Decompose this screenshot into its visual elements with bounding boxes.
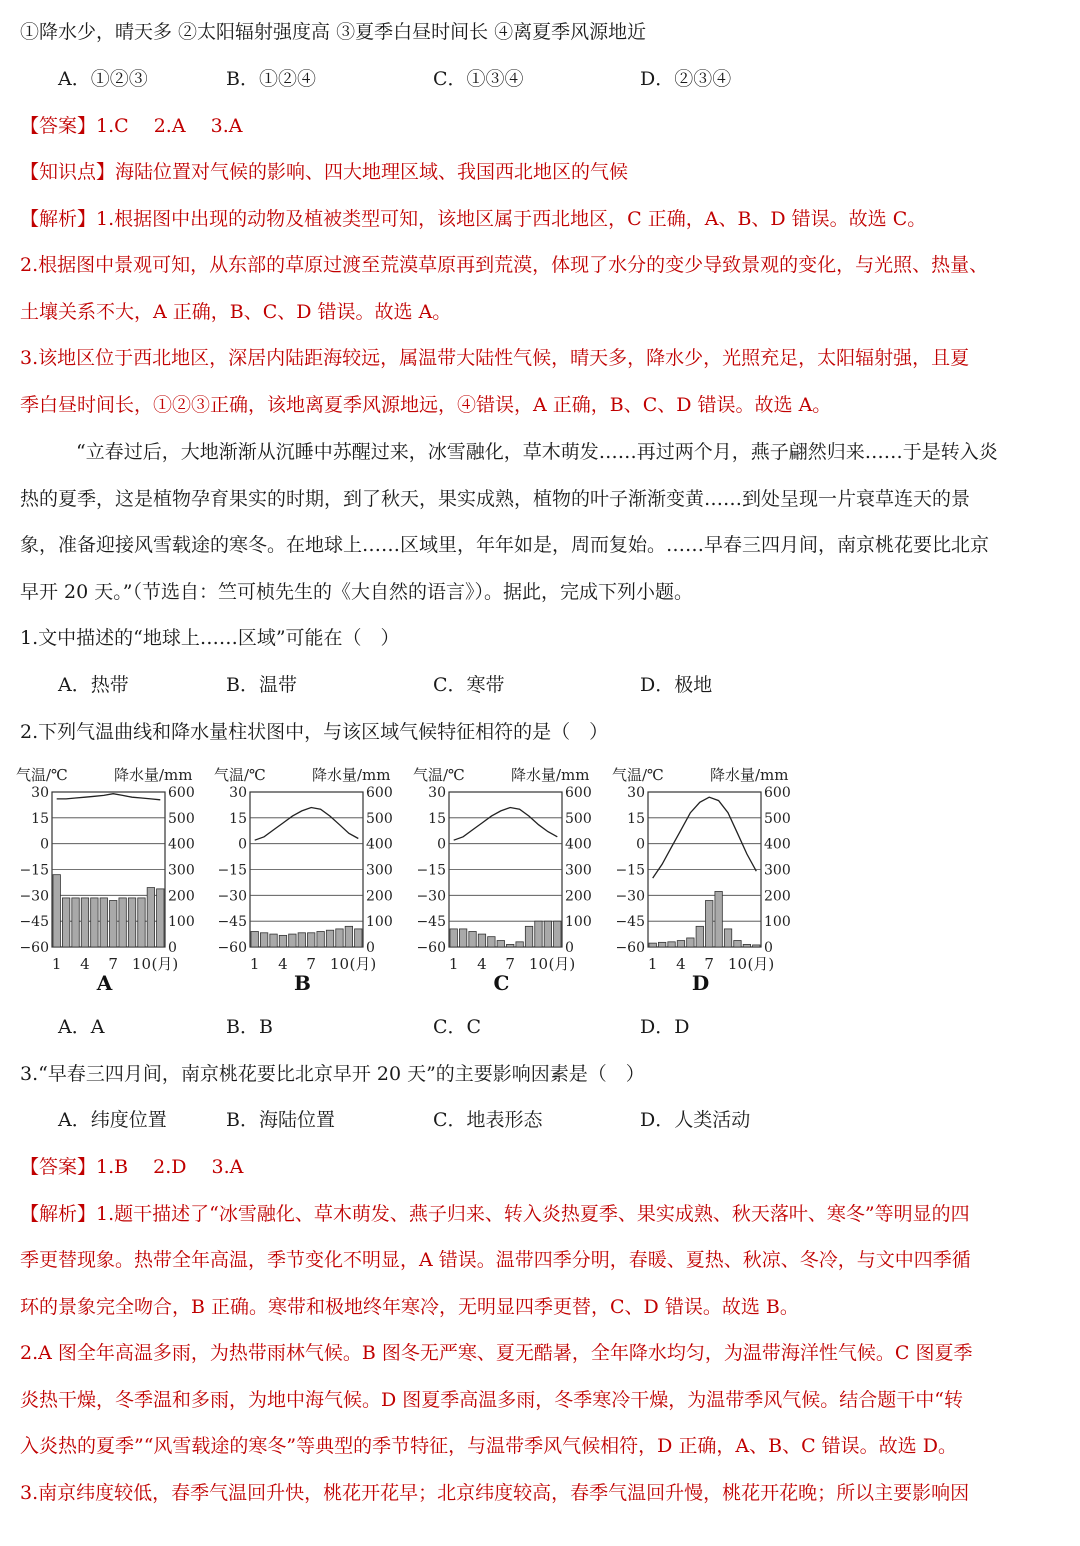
precip-bar <box>450 929 457 947</box>
precip-tick-label: 200 <box>764 888 791 905</box>
temp-tick-label: 0 <box>636 836 645 853</box>
precip-bar <box>251 932 258 948</box>
precip-tick-label: 500 <box>168 810 195 827</box>
temp-tick-label: 15 <box>627 810 645 827</box>
x-tick-label: 7 <box>704 955 714 973</box>
chart-C <box>413 766 592 995</box>
precip-bar <box>734 941 741 947</box>
x-tick-label: 4 <box>80 955 90 973</box>
temp-axis-label: 气温/℃ <box>214 766 266 784</box>
precip-bar <box>270 934 277 947</box>
analysis-text: 1.根据图中出现的动物及植被类型可知，该地区属于西北地区，C 正确，A、B、D 错误。故选 C。 <box>96 208 927 230</box>
precip-bar <box>326 930 333 947</box>
precip-bar <box>279 935 286 947</box>
precip-bar <box>525 926 532 947</box>
precip-tick-label: 400 <box>764 836 791 853</box>
analysis-2-line-4: 2.A 图全年高温多雨，为热带雨林气候。B 图冬无严寒、夏无酷暑，全年降水均匀，为温带海洋性气候。C 图夏季 <box>20 1342 973 1364</box>
temp-tick-label: −15 <box>416 862 446 879</box>
temp-axis-label: 气温/℃ <box>16 766 68 784</box>
temp-tick-label: 15 <box>428 810 446 827</box>
q1-option-c[interactable]: C．寒带 <box>433 674 505 696</box>
precip-tick-label: 0 <box>366 940 375 956</box>
precip-tick-label: 0 <box>764 940 773 956</box>
analysis-2-line-3: 环的景象完全吻合，B 正确。寒带和极地终年寒冷，无明显四季更替，C、D 错误。故选 B。 <box>20 1296 799 1318</box>
precip-bar <box>53 875 60 947</box>
question-3-stem: 3.“早春三四月间，南京桃花要比北京早开 20 天”的主要影响因素是（ ） <box>20 1063 645 1085</box>
precip-bar <box>157 889 164 947</box>
x-tick-label: 4 <box>278 955 288 973</box>
precip-axis-label: 降水量/mm <box>114 766 193 784</box>
temp-tick-label: 0 <box>238 836 247 853</box>
precip-axis-label: 降水量/mm <box>511 766 590 784</box>
precip-bar <box>497 941 504 947</box>
precip-tick-label: 300 <box>764 862 791 879</box>
temperature-line <box>57 794 161 800</box>
chart-A <box>16 766 195 995</box>
x-tick-label: 4 <box>477 955 487 973</box>
chart-D <box>612 766 791 995</box>
passage-line-1: “立春过后，大地渐渐从沉睡中苏醒过来，冰雪融化，草木萌发……再过两个月，燕子翩然归来……于是转入炎 <box>76 441 998 463</box>
analysis-tag: 【解析】 <box>20 208 97 230</box>
precip-bar <box>706 901 713 948</box>
q2-option-d[interactable]: D．D <box>640 1016 690 1038</box>
x-unit-label: (月) <box>548 955 576 973</box>
precip-tick-label: 200 <box>168 888 195 905</box>
question-2-stem: 2.下列气温曲线和降水量柱状图中，与该区域气候特征相符的是（ ） <box>20 721 609 743</box>
precip-bar <box>128 898 135 947</box>
x-tick-label: 1 <box>51 955 62 973</box>
q1-option-d[interactable]: D．极地 <box>640 674 713 696</box>
precip-tick-label: 600 <box>565 785 592 801</box>
temp-tick-label: 30 <box>627 785 645 801</box>
x-tick-label: 1 <box>647 955 658 973</box>
temp-tick-label: −30 <box>615 888 645 905</box>
answer-tag: 【答案】 <box>20 1156 97 1178</box>
precip-tick-label: 600 <box>366 785 393 801</box>
x-tick-label: 10 <box>131 955 152 973</box>
temp-tick-label: −45 <box>217 914 247 931</box>
precip-bar <box>289 934 296 947</box>
analysis-2-line-6: 入炎热的夏季”“风雪载途的寒冬”等典型的季节特征，与温带季风气候相符，D 正确，A、B、C 错误。故选 D。 <box>20 1435 957 1457</box>
precip-tick-label: 500 <box>764 810 791 827</box>
precip-bar <box>554 921 561 947</box>
q2-option-a[interactable]: A．A <box>58 1016 105 1038</box>
precip-bar <box>649 943 656 947</box>
precip-bar <box>488 937 495 947</box>
temp-tick-label: −15 <box>19 862 49 879</box>
x-tick-label: 1 <box>448 955 459 973</box>
precip-bar <box>147 888 154 947</box>
temp-tick-label: 30 <box>428 785 446 801</box>
temp-tick-label: −30 <box>19 888 49 905</box>
precip-tick-label: 600 <box>764 785 791 801</box>
precip-bar <box>544 921 551 947</box>
temp-tick-label: −15 <box>217 862 247 879</box>
temp-tick-label: 15 <box>31 810 49 827</box>
precip-bar <box>696 926 703 947</box>
x-tick-label: 10 <box>528 955 549 973</box>
precip-bar <box>62 898 69 947</box>
climate-charts-svg <box>14 760 804 1000</box>
chart-title: B <box>294 971 311 995</box>
temp-axis-label: 气温/℃ <box>612 766 664 784</box>
question-1-stem: 1.文中描述的“地球上……区域”可能在（ ） <box>20 627 400 649</box>
precip-tick-label: 500 <box>366 810 393 827</box>
prev-stem-line: ①降水少，晴天多 ②太阳辐射强度高 ③夏季白昼时间长 ④离夏季风源地近 <box>20 21 647 43</box>
prev-analysis-line-4: 3.该地区位于西北地区，深居内陆距海较远，属温带大陆性气候，晴天多，降水少，光照充足，太阳辐射强，且夏 <box>20 347 970 369</box>
prev-option-c[interactable]: C．①③④ <box>433 68 524 90</box>
q3-option-c[interactable]: C．地表形态 <box>433 1109 543 1131</box>
precip-bar <box>355 929 362 947</box>
precip-bar <box>668 942 675 947</box>
prev-knowledge <box>20 157 1062 187</box>
q2-option-b[interactable]: B．B <box>226 1016 273 1038</box>
q1-option-a[interactable]: A．热带 <box>58 674 129 696</box>
x-tick-label: 10 <box>727 955 748 973</box>
temp-tick-label: −60 <box>19 940 49 956</box>
knowledge-text: 海陆位置对气候的影响、四大地理区域、我国西北地区的气候 <box>115 161 629 183</box>
temp-tick-label: 0 <box>40 836 49 853</box>
x-tick-label: 7 <box>306 955 316 973</box>
precip-tick-label: 100 <box>565 914 592 931</box>
precip-axis-label: 降水量/mm <box>710 766 789 784</box>
prev-analysis-line-5: 季白昼时间长，①②③正确，该地离夏季风源地远，④错误，A 正确，B、C、D 错误。故选 A。 <box>20 394 832 416</box>
precip-tick-label: 200 <box>366 888 393 905</box>
precip-bar <box>336 929 343 947</box>
temp-tick-label: −45 <box>615 914 645 931</box>
precip-bar <box>119 898 126 947</box>
analysis-2-line-2: 季更替现象。热带全年高温，季节变化不明显，A 错误。温带四季分明，春暖、夏热、秋凉、冬冷，与文中四季循 <box>20 1249 971 1271</box>
precip-bar <box>478 934 485 947</box>
temp-tick-label: −45 <box>416 914 446 931</box>
chart-title: C <box>493 971 510 995</box>
precip-tick-label: 0 <box>565 940 574 956</box>
analysis-tag: 【解析】 <box>20 1203 97 1225</box>
temp-tick-label: 30 <box>31 785 49 801</box>
precip-bar <box>72 898 79 947</box>
temp-tick-label: 30 <box>229 785 247 801</box>
x-tick-label: 7 <box>505 955 515 973</box>
precip-tick-label: 0 <box>168 940 177 956</box>
precip-bar <box>91 898 98 947</box>
temp-tick-label: 15 <box>229 810 247 827</box>
precip-bar <box>724 929 731 947</box>
prev-answer <box>20 111 1062 141</box>
chart-title: D <box>691 971 710 995</box>
answer-text: 1.C 2.A 3.A <box>96 115 243 137</box>
precip-tick-label: 300 <box>366 862 393 879</box>
x-unit-label: (月) <box>349 955 377 973</box>
temp-tick-label: −30 <box>416 888 446 905</box>
temperature-line <box>454 808 558 841</box>
x-tick-label: 7 <box>108 955 118 973</box>
precip-tick-label: 100 <box>168 914 195 931</box>
precip-bar <box>345 926 352 947</box>
precip-bar <box>753 945 760 947</box>
precip-bar <box>743 944 750 947</box>
answer-tag: 【答案】 <box>20 115 97 137</box>
temperature-line <box>653 797 757 878</box>
x-unit-label: (月) <box>747 955 775 973</box>
precip-bar <box>677 941 684 947</box>
x-unit-label: (月) <box>151 955 179 973</box>
precip-bar <box>516 942 523 947</box>
precip-bar <box>687 938 694 947</box>
precip-bar <box>308 933 315 947</box>
precip-bar <box>81 898 88 947</box>
knowledge-tag: 【知识点】 <box>20 161 116 183</box>
precip-tick-label: 300 <box>565 862 592 879</box>
answer-2 <box>20 1152 1062 1182</box>
q1-option-b[interactable]: B．温带 <box>226 674 297 696</box>
chart-B <box>214 766 393 995</box>
analysis-2-line-7: 3.南京纬度较低，春季气温回升快，桃花开花早；北京纬度较高，春季气温回升慢，桃花开花晚；所以主要影响因 <box>20 1482 970 1504</box>
temp-tick-label: −45 <box>19 914 49 931</box>
temp-tick-label: −15 <box>615 862 645 879</box>
analysis-2-line-5: 炎热干燥，冬季温和多雨，为地中海气候。D 图夏季高温多雨，冬季寒冷干燥，为温带季风气候。结合题干中“转 <box>20 1389 963 1411</box>
precip-tick-label: 500 <box>565 810 592 827</box>
q3-option-a[interactable]: A．纬度位置 <box>58 1109 167 1131</box>
temp-tick-label: −30 <box>217 888 247 905</box>
precip-tick-label: 100 <box>366 914 393 931</box>
passage-line-4: 早开 20 天。”（节选自：竺可桢先生的《大自然的语言》）。据此，完成下列小题。 <box>20 581 693 603</box>
q3-option-d[interactable]: D．人类活动 <box>640 1109 751 1131</box>
analysis-2-line-1 <box>20 1199 1062 1229</box>
precip-tick-label: 400 <box>366 836 393 853</box>
prev-analysis-line-3: 土壤关系不大，A 正确，B、C、D 错误。故选 A。 <box>20 301 452 323</box>
precip-tick-label: 400 <box>168 836 195 853</box>
temp-tick-label: −60 <box>416 940 446 956</box>
precip-bar <box>507 944 514 947</box>
prev-analysis-line-1 <box>20 204 1062 234</box>
precip-bar <box>100 898 107 947</box>
precip-bar <box>138 898 145 947</box>
x-tick-label: 10 <box>329 955 350 973</box>
precip-tick-label: 400 <box>565 836 592 853</box>
x-tick-label: 4 <box>676 955 686 973</box>
precip-axis-label: 降水量/mm <box>312 766 391 784</box>
prev-analysis-line-2: 2.根据图中景观可知，从东部的草原过渡至荒漠草原再到荒漠，体现了水分的变少导致景观的变化，与光照、热量、 <box>20 254 989 276</box>
passage-line-2: 热的夏季，这是植物孕育果实的时期，到了秋天，果实成熟，植物的叶子渐渐变黄……到处呈现一片衰草连天的景 <box>20 488 971 510</box>
temperature-line <box>255 808 359 841</box>
q3-option-b[interactable]: B．海陆位置 <box>226 1109 335 1131</box>
answer-text: 1.B 2.D 3.A <box>96 1156 244 1178</box>
precip-bar <box>715 891 722 947</box>
prev-option-d[interactable]: D．②③④ <box>640 68 732 90</box>
precip-bar <box>459 929 466 947</box>
precip-bar <box>469 932 476 948</box>
precip-bar <box>260 933 267 947</box>
precip-bar <box>298 933 305 947</box>
precip-tick-label: 100 <box>764 914 791 931</box>
precip-bar <box>658 942 665 947</box>
prev-option-b[interactable]: B．①②④ <box>226 68 316 90</box>
temp-tick-label: −60 <box>217 940 247 956</box>
temp-tick-label: 0 <box>437 836 446 853</box>
x-tick-label: 1 <box>249 955 260 973</box>
q2-option-c[interactable]: C．C <box>433 1016 482 1038</box>
analysis-text: 1.题干描述了“冰雪融化、草木萌发、燕子归来、转入炎热夏季、果实成熟、秋天落叶、寒冬”等明显的四 <box>96 1203 970 1225</box>
precip-tick-label: 200 <box>565 888 592 905</box>
prev-option-a[interactable]: A．①②③ <box>58 68 148 90</box>
chart-title: A <box>96 971 113 995</box>
precip-tick-label: 600 <box>168 785 195 801</box>
temp-axis-label: 气温/℃ <box>413 766 465 784</box>
climate-charts <box>14 760 804 1000</box>
precip-bar <box>535 921 542 947</box>
precip-bar <box>110 901 117 948</box>
precip-tick-label: 300 <box>168 862 195 879</box>
passage-line-3: 象，准备迎接风雪载途的寒冬。在地球上……区域里，年年如是，周而复始。……早春三四月间，南京桃花要比北京 <box>20 534 990 556</box>
temp-tick-label: −60 <box>615 940 645 956</box>
precip-bar <box>317 932 324 948</box>
